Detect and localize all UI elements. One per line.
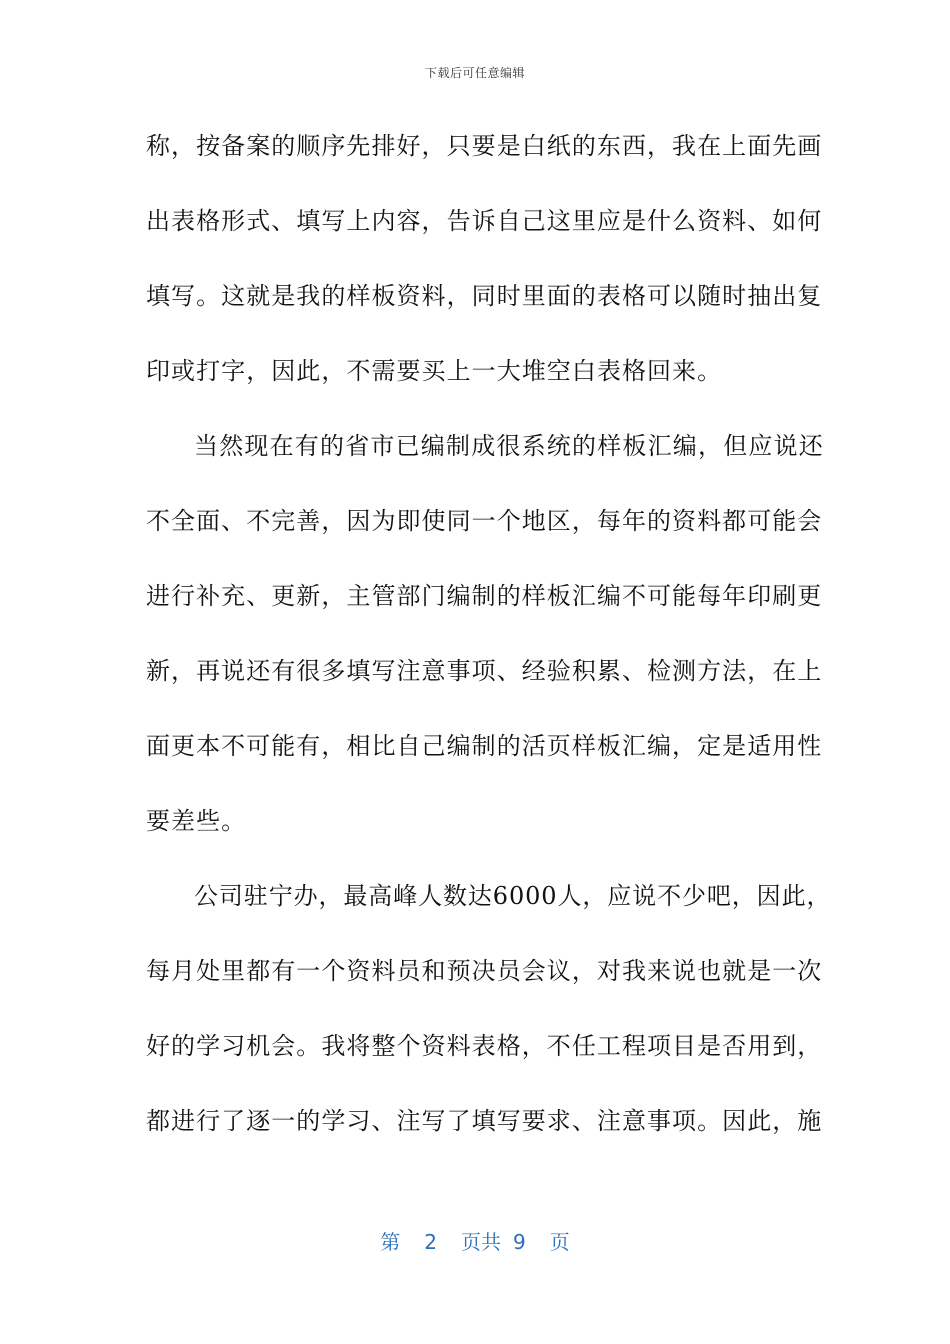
footer-suffix: 页 [549, 1230, 570, 1254]
total-page-count: 9 [513, 1230, 526, 1254]
text-line: 不全面、不完善，因为即使同一个地区，每年的资料都可能会 [146, 507, 823, 535]
text-line: 称，按备案的顺序先排好，只要是白纸的东西，我在上面先画 [146, 132, 823, 160]
text-line: 面更本不可能有，相比自己编制的活页样板汇编，定是适用性 [146, 732, 823, 760]
current-page-number: 2 [424, 1230, 437, 1254]
text-line: 新，再说还有很多填写注意事项、经验积累、检测方法，在上 [146, 657, 823, 685]
footer-prefix: 第 [380, 1230, 401, 1254]
text-line: 进行补充、更新，主管部门编制的样板汇编不可能每年印刷更 [146, 582, 823, 610]
text-line: 每月处里都有一个资料员和预决员会议，对我来说也就是一次 [146, 957, 823, 985]
text-line: 都进行了逐一的学习、注写了填写要求、注意事项。因此，施 [146, 1107, 823, 1135]
paragraph-start-line: 公司驻宁办，最高峰人数达6000人，应说不少吧，因此， [194, 882, 832, 910]
page-footer [0, 1226, 950, 1255]
text-line: 好的学习机会。我将整个资料表格，不任工程项目是否用到， [146, 1032, 823, 1060]
text-line: 填写。这就是我的样板资料，同时里面的表格可以随时抽出复 [146, 282, 823, 310]
paragraph-start-line: 当然现在有的省市已编制成很系统的样板汇编，但应说还 [194, 432, 824, 460]
page-header: 下载后可任意编辑 [424, 66, 525, 80]
footer-middle: 页共 [461, 1230, 501, 1254]
text-line: 印或打字，因此，不需要买上一大堆空白表格回来。 [146, 357, 723, 385]
text-line: 要差些。 [146, 807, 247, 835]
text-line: 出表格形式、填写上内容，告诉自己这里应是什么资料、如何 [146, 207, 823, 235]
